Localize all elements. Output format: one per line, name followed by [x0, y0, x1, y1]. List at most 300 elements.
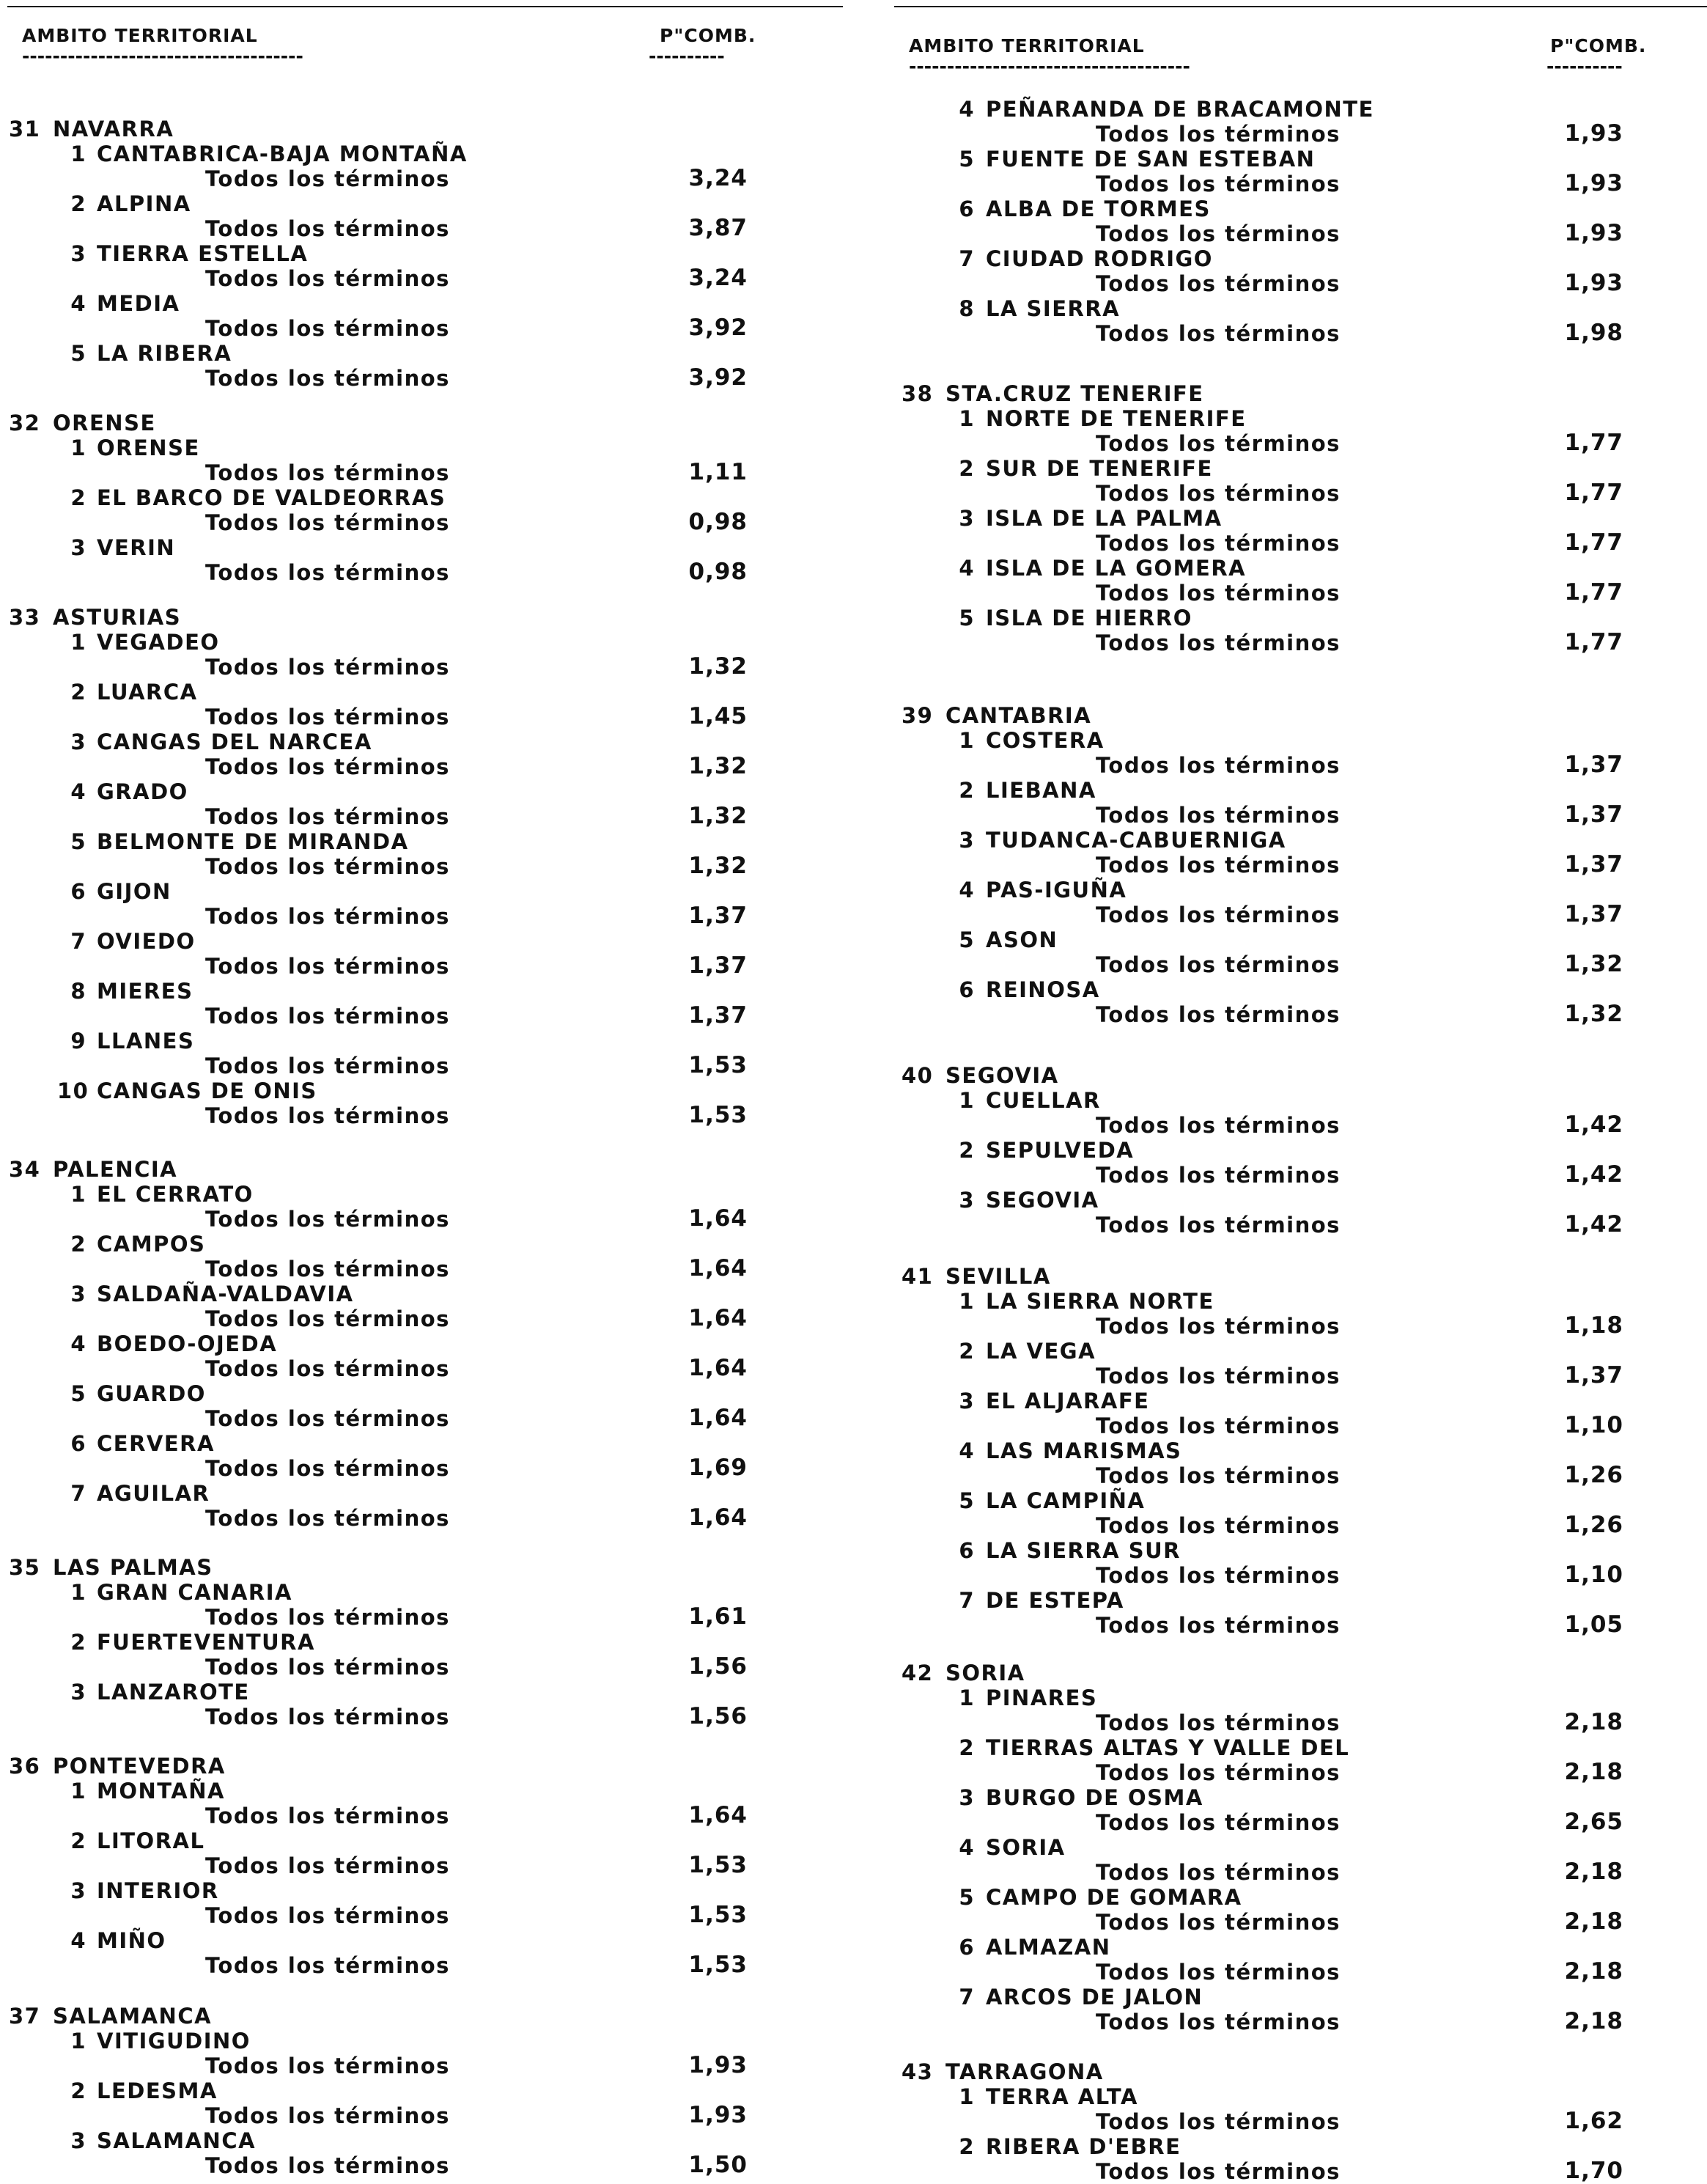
terms-label: Todos los términos	[205, 266, 450, 291]
comarca-number: 6	[70, 879, 86, 904]
pcomb-value: 1,18	[1564, 1312, 1623, 1339]
pcomb-value: 1,10	[1564, 1562, 1623, 1588]
terms-label: Todos los términos	[205, 316, 450, 341]
terms-label: Todos los términos	[1096, 853, 1341, 878]
comarca-name: SALAMANCA	[97, 2128, 257, 2153]
comarca-name: LA SIERRA SUR	[986, 1538, 1181, 1563]
pcomb-value: 1,70	[1564, 2158, 1623, 2184]
terms-label: Todos los términos	[205, 1356, 450, 1381]
terms-label: Todos los términos	[1096, 1364, 1341, 1389]
terms-label: Todos los términos	[1096, 1910, 1341, 1935]
comarca-number: 3	[70, 2128, 86, 2153]
header-ambito-rule: -------------------------------------	[22, 45, 303, 67]
comarca-number: 2	[959, 456, 975, 481]
pcomb-value: 1,64	[688, 1504, 748, 1531]
comarca-number: 3	[70, 1878, 86, 1903]
pcomb-value: 1,37	[1564, 1362, 1623, 1389]
terms-label: Todos los términos	[205, 1605, 450, 1630]
terms-label: Todos los términos	[205, 1853, 450, 1878]
province-name: CANTABRIA	[945, 703, 1092, 728]
pcomb-value: 1,37	[1564, 801, 1623, 828]
terms-label: Todos los términos	[205, 1506, 450, 1531]
pcomb-value: 2,65	[1564, 1809, 1623, 1835]
pcomb-value: 1,42	[1564, 1161, 1623, 1188]
comarca-name: BURGO DE OSMA	[986, 1785, 1203, 1810]
comarca-number: 4	[70, 779, 86, 804]
comarca-name: AGUILAR	[97, 1481, 210, 1506]
pcomb-value: 3,92	[688, 315, 748, 341]
terms-label: Todos los términos	[205, 705, 450, 729]
province-code: 40	[902, 1063, 934, 1088]
comarca-name: VITIGUDINO	[97, 2029, 251, 2054]
pcomb-value: 1,77	[1564, 629, 1623, 655]
comarca-number: 5	[959, 606, 975, 630]
comarca-number: 4	[959, 97, 975, 122]
comarca-name: ISLA DE LA GOMERA	[986, 556, 1247, 581]
comarca-number: 2	[70, 2078, 86, 2103]
comarca-name: ASON	[986, 927, 1058, 952]
comarca-name: LLANES	[97, 1029, 195, 1054]
comarca-number: 5	[70, 341, 86, 366]
comarca-name: GUARDO	[97, 1381, 206, 1406]
pcomb-value: 1,42	[1564, 1111, 1623, 1138]
pcomb-value: 1,42	[1564, 1211, 1623, 1238]
pcomb-value: 1,64	[688, 1205, 748, 1232]
province-name: SEVILLA	[945, 1264, 1051, 1289]
terms-label: Todos los términos	[1096, 630, 1341, 655]
comarca-name: SORIA	[986, 1835, 1066, 1860]
comarca-number: 3	[959, 506, 975, 531]
terms-label: Todos los términos	[1096, 221, 1341, 246]
terms-label: Todos los términos	[205, 954, 450, 979]
province-name: LAS PALMAS	[53, 1555, 213, 1580]
terms-label: Todos los términos	[205, 1406, 450, 1431]
comarca-name: LEDESMA	[97, 2078, 218, 2103]
pcomb-value: 1,37	[1564, 851, 1623, 878]
terms-label: Todos los términos	[205, 1306, 450, 1331]
comarca-number: 8	[959, 296, 975, 321]
terms-label: Todos los términos	[205, 216, 450, 241]
comarca-number: 1	[70, 1182, 86, 1207]
pcomb-value: 1,93	[1564, 170, 1623, 196]
terms-label: Todos los términos	[1096, 2109, 1341, 2134]
terms-label: Todos los términos	[1096, 1163, 1341, 1188]
comarca-number: 3	[70, 1680, 86, 1705]
pcomb-value: 2,18	[1564, 1759, 1623, 1785]
comarca-name: PEÑARANDA DE BRACAMONTE	[986, 97, 1374, 122]
terms-label: Todos los términos	[1096, 431, 1341, 456]
comarca-number: 2	[959, 778, 975, 803]
terms-label: Todos los términos	[1096, 321, 1341, 346]
comarca-number: 2	[959, 1339, 975, 1364]
comarca-name: SUR DE TENERIFE	[986, 456, 1213, 481]
terms-label: Todos los términos	[1096, 1413, 1341, 1438]
terms-label: Todos los términos	[1096, 902, 1341, 927]
comarca-name: CERVERA	[97, 1431, 215, 1456]
pcomb-value: 1,53	[688, 1902, 748, 1928]
comarca-name: CANGAS DE ONIS	[97, 1078, 317, 1103]
pcomb-value: 1,77	[1564, 529, 1623, 556]
terms-label: Todos los términos	[205, 854, 450, 879]
terms-label: Todos los términos	[205, 1903, 450, 1928]
terms-label: Todos los términos	[1096, 1113, 1341, 1138]
comarca-number: 1	[959, 2084, 975, 2109]
pcomb-value: 3,24	[688, 265, 748, 291]
province-name: SEGOVIA	[945, 1063, 1059, 1088]
comarca-number: 1	[959, 1088, 975, 1113]
comarca-name: TIERRA ESTELLA	[97, 241, 309, 266]
header-pcomb: P"COMB.	[1550, 35, 1647, 56]
terms-label: Todos los términos	[1096, 1213, 1341, 1238]
comarca-name: FUENTE DE SAN ESTEBAN	[986, 147, 1316, 172]
terms-label: Todos los términos	[1096, 2159, 1341, 2184]
comarca-name: ALBA DE TORMES	[986, 196, 1211, 221]
pcomb-value: 1,37	[1564, 901, 1623, 927]
terms-label: Todos los términos	[1096, 531, 1341, 556]
comarca-number: 7	[959, 1985, 975, 2010]
comarca-name: ALPINA	[97, 191, 191, 216]
comarca-number: 4	[959, 1835, 975, 1860]
comarca-name: TERRA ALTA	[986, 2084, 1138, 2109]
pcomb-value: 2,18	[1564, 2008, 1623, 2034]
comarca-name: GRADO	[97, 779, 188, 804]
comarca-name: COSTERA	[986, 728, 1105, 753]
comarca-name: ORENSE	[97, 435, 200, 460]
pcomb-value: 1,26	[1564, 1512, 1623, 1538]
terms-label: Todos los términos	[205, 1004, 450, 1029]
terms-label: Todos los términos	[1096, 481, 1341, 506]
comarca-name: CAMPO DE GOMARA	[986, 1885, 1242, 1910]
comarca-name: MEDIA	[97, 291, 180, 316]
province-name: TARRAGONA	[945, 2059, 1104, 2084]
header-ambito-rule: -------------------------------------	[909, 56, 1190, 77]
comarca-name: CIUDAD RODRIGO	[986, 246, 1213, 271]
comarca-name: TIERRAS ALTAS Y VALLE DEL	[986, 1735, 1350, 1760]
comarca-name: NORTE DE TENERIFE	[986, 406, 1247, 431]
comarca-number: 2	[959, 2134, 975, 2159]
comarca-number: 5	[959, 1885, 975, 1910]
pcomb-value: 1,53	[688, 1052, 748, 1078]
comarca-number: 3	[70, 729, 86, 754]
terms-label: Todos los términos	[205, 1705, 450, 1729]
comarca-number: 1	[70, 630, 86, 655]
pcomb-value: 1,77	[1564, 430, 1623, 456]
comarca-number: 1	[959, 1685, 975, 1710]
comarca-name: LA SIERRA NORTE	[986, 1289, 1214, 1314]
terms-label: Todos los términos	[1096, 1760, 1341, 1785]
province-code: 43	[902, 2059, 934, 2084]
comarca-name: LA SIERRA	[986, 296, 1121, 321]
terms-label: Todos los términos	[1096, 1002, 1341, 1027]
pcomb-value: 1,56	[688, 1653, 748, 1680]
pcomb-value: 1,93	[1564, 120, 1623, 147]
province-code: 35	[9, 1555, 41, 1580]
pcomb-value: 1,37	[688, 902, 748, 929]
comarca-number: 1	[70, 2029, 86, 2054]
pcomb-value: 1,98	[1564, 320, 1623, 346]
comarca-name: REINOSA	[986, 977, 1100, 1002]
pcomb-value: 1,77	[1564, 479, 1623, 506]
comarca-name: ISLA DE HIERRO	[986, 606, 1192, 630]
pcomb-value: 1,37	[1564, 751, 1623, 778]
pcomb-value: 1,64	[688, 1255, 748, 1282]
province-code: 36	[9, 1754, 41, 1779]
terms-label: Todos los términos	[205, 460, 450, 485]
comarca-number: 7	[959, 1588, 975, 1613]
province-code: 42	[902, 1661, 934, 1685]
comarca-name: CUELLAR	[986, 1088, 1101, 1113]
terms-label: Todos los términos	[1096, 1513, 1341, 1538]
comarca-number: 1	[70, 141, 86, 166]
terms-label: Todos los términos	[1096, 2010, 1341, 2034]
comarca-number: 4	[959, 556, 975, 581]
pcomb-value: 1,64	[688, 1405, 748, 1431]
province-name: PALENCIA	[53, 1157, 178, 1182]
province-code: 37	[9, 2004, 41, 2029]
comarca-name: CAMPOS	[97, 1232, 206, 1257]
pcomb-value: 1,26	[1564, 1462, 1623, 1488]
comarca-name: ARCOS DE JALON	[986, 1985, 1203, 2010]
pcomb-value: 1,32	[688, 753, 748, 779]
pcomb-value: 1,37	[688, 1002, 748, 1029]
comarca-name: CANTABRICA-BAJA MONTAÑA	[97, 141, 468, 166]
comarca-number: 9	[70, 1029, 86, 1054]
terms-label: Todos los términos	[205, 510, 450, 535]
pcomb-value: 1,69	[688, 1455, 748, 1481]
comarca-number: 2	[959, 1138, 975, 1163]
comarca-number: 2	[959, 1735, 975, 1760]
terms-label: Todos los términos	[205, 1804, 450, 1828]
comarca-name: LUARCA	[97, 680, 198, 705]
right-column	[880, 0, 1707, 2184]
comarca-name: CANGAS DEL NARCEA	[97, 729, 372, 754]
terms-label: Todos los términos	[205, 1655, 450, 1680]
terms-label: Todos los términos	[1096, 1710, 1341, 1735]
terms-label: Todos los términos	[205, 1456, 450, 1481]
comarca-name: LITORAL	[97, 1828, 205, 1853]
comarca-number: 1	[70, 1580, 86, 1605]
terms-label: Todos los términos	[1096, 1613, 1341, 1638]
comarca-number: 5	[70, 1381, 86, 1406]
province-code: 32	[9, 411, 41, 435]
terms-label: Todos los términos	[205, 2103, 450, 2128]
terms-label: Todos los términos	[1096, 271, 1341, 296]
comarca-number: 3	[959, 1188, 975, 1213]
terms-label: Todos los términos	[1096, 1463, 1341, 1488]
pcomb-value: 1,64	[688, 1802, 748, 1828]
comarca-name: INTERIOR	[97, 1878, 219, 1903]
comarca-number: 2	[70, 680, 86, 705]
comarca-name: BOEDO-OJEDA	[97, 1331, 278, 1356]
comarca-name: LA VEGA	[986, 1339, 1096, 1364]
province-name: PONTEVEDRA	[53, 1754, 226, 1779]
province-name: SALAMANCA	[53, 2004, 213, 2029]
pcomb-value: 3,92	[688, 364, 748, 391]
terms-label: Todos los términos	[205, 655, 450, 680]
header-ambito: AMBITO TERRITORIAL	[22, 25, 258, 46]
province-name: NAVARRA	[53, 117, 174, 141]
comarca-name: LA RIBERA	[97, 341, 232, 366]
pcomb-value: 1,64	[688, 1355, 748, 1381]
terms-label: Todos los términos	[205, 1103, 450, 1128]
comarca-number: 3	[70, 241, 86, 266]
comarca-number: 1	[70, 1779, 86, 1804]
comarca-number: 5	[959, 927, 975, 952]
comarca-name: BELMONTE DE MIRANDA	[97, 829, 409, 854]
comarca-name: SEGOVIA	[986, 1188, 1099, 1213]
comarca-number: 1	[70, 435, 86, 460]
terms-label: Todos los términos	[205, 366, 450, 391]
pcomb-value: 1,50	[688, 2152, 748, 2178]
header-pcomb-rule: ----------	[649, 45, 725, 67]
terms-label: Todos los términos	[1096, 753, 1341, 778]
comarca-number: 7	[70, 929, 86, 954]
province-code: 38	[902, 381, 934, 406]
terms-label: Todos los términos	[1096, 581, 1341, 606]
comarca-number: 6	[959, 1935, 975, 1960]
comarca-number: 1	[959, 406, 975, 431]
terms-label: Todos los términos	[1096, 803, 1341, 828]
pcomb-value: 3,87	[688, 215, 748, 241]
terms-label: Todos los términos	[205, 560, 450, 585]
pcomb-value: 1,32	[1564, 951, 1623, 977]
comarca-name: LAS MARISMAS	[986, 1438, 1182, 1463]
comarca-name: MIÑO	[97, 1928, 166, 1953]
comarca-number: 4	[70, 1928, 86, 1953]
province-code: 39	[902, 703, 934, 728]
header-pcomb-rule: ----------	[1546, 56, 1623, 77]
comarca-number: 3	[70, 535, 86, 560]
terms-label: Todos los términos	[1096, 122, 1341, 147]
pcomb-value: 2,18	[1564, 1958, 1623, 1985]
comarca-name: ISLA DE LA PALMA	[986, 506, 1223, 531]
comarca-number: 8	[70, 979, 86, 1004]
comarca-name: RIBERA D'EBRE	[986, 2134, 1181, 2159]
comarca-name: PINARES	[986, 1685, 1098, 1710]
pcomb-value: 1,93	[1564, 270, 1623, 296]
comarca-name: EL ALJARAFE	[986, 1389, 1150, 1413]
comarca-number: 3	[959, 828, 975, 853]
comarca-number: 6	[70, 1431, 86, 1456]
terms-label: Todos los términos	[205, 1953, 450, 1978]
pcomb-value: 1,53	[688, 1102, 748, 1128]
comarca-name: VEGADEO	[97, 630, 220, 655]
terms-label: Todos los términos	[205, 1054, 450, 1078]
header-pcomb: P"COMB.	[660, 25, 756, 46]
comarca-number: 3	[959, 1785, 975, 1810]
comarca-name: DE ESTEPA	[986, 1588, 1124, 1613]
comarca-name: ALMAZAN	[986, 1935, 1111, 1960]
terms-label: Todos los términos	[1096, 172, 1341, 196]
comarca-name: LA CAMPIÑA	[986, 1488, 1146, 1513]
province-name: ASTURIAS	[53, 605, 182, 630]
comarca-name: LANZAROTE	[97, 1680, 250, 1705]
province-code: 41	[902, 1264, 934, 1289]
comarca-name: FUERTEVENTURA	[97, 1630, 315, 1655]
comarca-name: SEPULVEDA	[986, 1138, 1135, 1163]
comarca-name: OVIEDO	[97, 929, 196, 954]
terms-label: Todos los términos	[1096, 1810, 1341, 1835]
comarca-name: SALDAÑA-VALDAVIA	[97, 1282, 354, 1306]
comarca-number: 4	[959, 1438, 975, 1463]
comarca-number: 1	[959, 728, 975, 753]
province-code: 34	[9, 1157, 41, 1182]
pcomb-value: 1,61	[688, 1603, 748, 1630]
pcomb-value: 2,18	[1564, 1858, 1623, 1885]
comarca-number: 3	[70, 1282, 86, 1306]
terms-label: Todos los términos	[205, 1257, 450, 1282]
comarca-number: 2	[70, 1232, 86, 1257]
comarca-name: GRAN CANARIA	[97, 1580, 292, 1605]
pcomb-value: 1,93	[1564, 220, 1623, 246]
comarca-number: 5	[959, 147, 975, 172]
terms-label: Todos los términos	[1096, 952, 1341, 977]
comarca-number: 2	[70, 1630, 86, 1655]
comarca-number: 7	[959, 246, 975, 271]
pcomb-value: 1,93	[688, 2052, 748, 2078]
comarca-number: 10	[57, 1078, 89, 1103]
comarca-number: 7	[70, 1481, 86, 1506]
comarca-number: 2	[70, 191, 86, 216]
comarca-name: EL CERRATO	[97, 1182, 254, 1207]
comarca-number: 2	[70, 1828, 86, 1853]
pcomb-value: 1,64	[688, 1305, 748, 1331]
comarca-number: 4	[70, 291, 86, 316]
pcomb-value: 1,93	[688, 2102, 748, 2128]
terms-label: Todos los términos	[205, 1207, 450, 1232]
pcomb-value: 1,10	[1564, 1412, 1623, 1438]
province-name: ORENSE	[53, 411, 156, 435]
terms-label: Todos los términos	[1096, 1960, 1341, 1985]
terms-label: Todos los términos	[1096, 1314, 1341, 1339]
comarca-name: VERIN	[97, 535, 176, 560]
pcomb-value: 1,77	[1564, 579, 1623, 606]
pcomb-value: 1,53	[688, 1952, 748, 1978]
left-column	[0, 0, 850, 2180]
terms-label: Todos los términos	[205, 804, 450, 829]
pcomb-value: 3,24	[688, 165, 748, 191]
terms-label: Todos los términos	[205, 166, 450, 191]
pcomb-value: 1,32	[688, 803, 748, 829]
comarca-number: 1	[959, 1289, 975, 1314]
comarca-name: EL BARCO DE VALDEORRAS	[97, 485, 446, 510]
province-name: STA.CRUZ TENERIFE	[945, 381, 1204, 406]
comarca-name: LIEBANA	[986, 778, 1096, 803]
terms-label: Todos los términos	[205, 2054, 450, 2078]
terms-label: Todos los términos	[1096, 1563, 1341, 1588]
comarca-number: 3	[959, 1389, 975, 1413]
pcomb-value: 2,18	[1564, 1908, 1623, 1935]
terms-label: Todos los términos	[205, 2153, 450, 2178]
comarca-number: 5	[70, 829, 86, 854]
pcomb-value: 1,56	[688, 1703, 748, 1729]
comarca-number: 6	[959, 977, 975, 1002]
comarca-name: PAS-IGUÑA	[986, 878, 1127, 902]
comarca-number: 6	[959, 1538, 975, 1563]
top-rule	[894, 6, 1707, 7]
top-rule	[7, 6, 843, 7]
comarca-name: GIJON	[97, 879, 172, 904]
province-code: 31	[9, 117, 41, 141]
pcomb-value: 1,62	[1564, 2108, 1623, 2134]
terms-label: Todos los términos	[205, 904, 450, 929]
terms-label: Todos los términos	[205, 754, 450, 779]
pcomb-value: 1,45	[688, 703, 748, 729]
pcomb-value: 1,37	[688, 952, 748, 979]
pcomb-value: 1,05	[1564, 1611, 1623, 1638]
pcomb-value: 0,98	[688, 559, 748, 585]
comarca-number: 4	[959, 878, 975, 902]
